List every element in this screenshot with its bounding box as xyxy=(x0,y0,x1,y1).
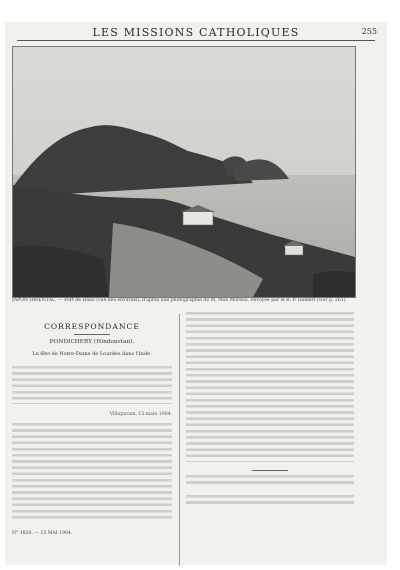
column-divider xyxy=(179,314,180,566)
mission-building xyxy=(183,211,213,225)
issue-footer: N° 1820. — 13 MAI 1904. xyxy=(12,530,73,536)
body-paragraph xyxy=(186,475,354,487)
coastal-landscape-illustration xyxy=(13,47,355,297)
article-subtitle: La fête de Notre-Dame de Lourdes dans l'Inde. xyxy=(32,351,152,358)
body-paragraph xyxy=(12,366,172,404)
body-paragraph xyxy=(186,312,354,462)
right-column xyxy=(186,312,354,515)
foreground-foliage xyxy=(313,271,355,297)
heading-rule xyxy=(74,334,110,335)
section-heading: CORRESPONDANCE xyxy=(44,322,140,331)
page-number: 255 xyxy=(361,27,377,36)
body-paragraph xyxy=(186,495,354,507)
photo-caption: JAPON ORIENTAL. — Port de Hanô (vue des environs), d'après une photographie de M. Max Moreau, envoyée par le R. P. Guibert (voir p. 261). xyxy=(12,298,348,303)
section-rule xyxy=(252,470,288,471)
halftone-photograph xyxy=(12,46,356,298)
body-paragraph xyxy=(12,423,172,519)
small-house xyxy=(285,245,303,255)
running-header xyxy=(5,26,387,42)
header-rule xyxy=(17,40,375,41)
left-column xyxy=(12,312,172,537)
journal-title: LES MISSIONS CATHOLIQUES xyxy=(92,26,300,39)
place-heading: PONDICHERY (Hindoustan). xyxy=(49,339,135,346)
letter-date: Villupuram, 15 mars 1904. xyxy=(109,411,172,417)
